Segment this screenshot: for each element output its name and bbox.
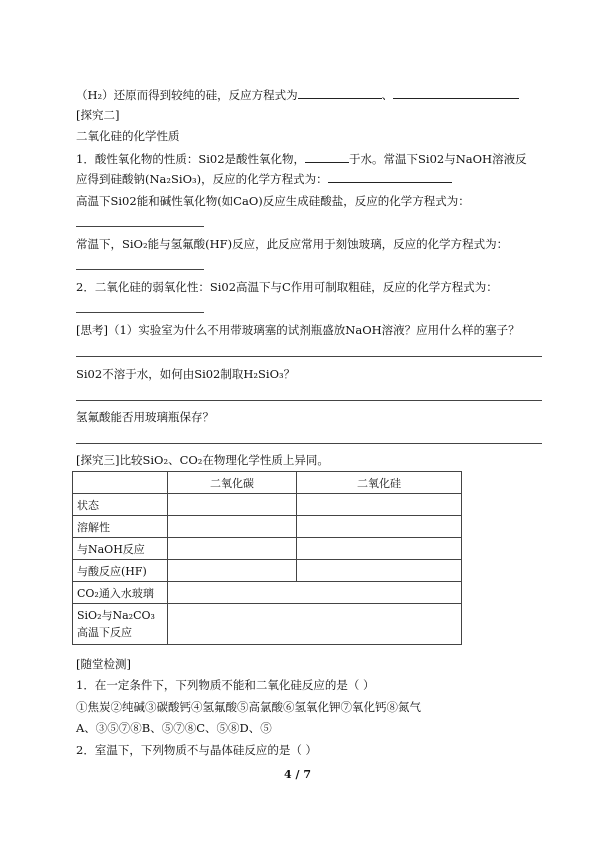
answer-line[interactable] — [76, 400, 542, 401]
comparison-table — [72, 471, 462, 645]
answer-blank[interactable] — [328, 170, 452, 183]
answer-line[interactable] — [76, 443, 542, 444]
table-row-label: 与NaOH反应 — [73, 538, 168, 560]
line-1: （H₂）还原而得到较纯的硅，反应方程式为 、 — [76, 86, 519, 103]
line-8: 2．二氧化硅的弱氧化性：Si02高温下与C作用可制取粗硅，反应的化学方程式为： — [76, 280, 498, 294]
answer-line[interactable] — [76, 312, 204, 313]
line-10: Si02不溶于水，如何由Si02制取H₂SiO₃？ — [76, 367, 296, 381]
table-cell[interactable] — [168, 560, 297, 582]
table-row-label: CO₂通入水玻璃 — [73, 582, 168, 604]
table-cell[interactable] — [168, 538, 297, 560]
table-row-label: SiO₂与Na₂CO₃ 高温下反应 — [73, 604, 168, 645]
answer-line[interactable] — [76, 226, 204, 227]
table-cell[interactable] — [168, 494, 297, 516]
table-header-cell: 二氧化碳 — [168, 472, 297, 494]
line-9: [思考]（1）实验室为什么不用带玻璃塞的试剂瓶盛放NaOH溶液？应用什么样的塞子？ — [76, 323, 520, 337]
line-7: 常温下，SiO₂能与氢氟酸(HF)反应，此反应常用于刻蚀玻璃，反应的化学方程式为： — [76, 237, 509, 251]
table-row-label: 溶解性 — [73, 516, 168, 538]
line-12: [探究三]比较SiO₂、CO₂在物理化学性质上异同。 — [76, 453, 329, 467]
table-row-label: 状态 — [73, 494, 168, 516]
line-6: 高温下Si02能和碱性氧化物(如CaO)反应生成硅酸盐，反应的化学方程式为： — [76, 194, 470, 208]
table-cell[interactable] — [168, 516, 297, 538]
answer-line[interactable] — [76, 269, 204, 270]
question-1: 1．在一定条件下，下列物质不能和二氧化硅反应的是（ ） — [76, 678, 375, 692]
answer-blank[interactable] — [298, 86, 382, 99]
question-2: 2．室温下，下列物质不与晶体硅反应的是（ ） — [76, 743, 317, 757]
table-row-label: 与酸反应(HF) — [73, 560, 168, 582]
table-cell[interactable] — [168, 604, 462, 645]
section-heading: [随堂检测] — [76, 657, 131, 671]
question-1-options: ①焦炭②纯碱③碳酸钙④氢氟酸⑤高氯酸⑥氢氧化钾⑦氧化钙⑧氮气 — [76, 700, 421, 714]
question-1-choices: A、③⑤⑦⑧B、⑤⑦⑧C、⑤⑧D、⑤ — [76, 721, 272, 735]
page-number: 4 / 7 — [284, 768, 311, 781]
subheading: 二氧化硅的化学性质 — [76, 129, 180, 143]
table-cell[interactable] — [168, 582, 462, 604]
table-header-cell: 二氧化硅 — [297, 472, 462, 494]
section-heading: [探究二] — [76, 108, 120, 122]
answer-line[interactable] — [76, 356, 542, 357]
answer-blank[interactable] — [305, 150, 349, 163]
answer-blank[interactable] — [393, 86, 519, 99]
table-cell[interactable] — [297, 538, 462, 560]
table-cell[interactable] — [297, 560, 462, 582]
table-header-cell — [73, 472, 168, 494]
line-5: 应得到硅酸钠(Na₂SiO₃)，反应的化学方程式为： — [76, 170, 452, 187]
line-11: 氢氟酸能否用玻璃瓶保存？ — [76, 410, 214, 424]
table-cell[interactable] — [297, 494, 462, 516]
table-cell[interactable] — [297, 516, 462, 538]
line-4: 1．酸性氧化物的性质：Si02是酸性氧化物， 于水。常温下Si02与NaOH溶液反 — [76, 152, 527, 166]
